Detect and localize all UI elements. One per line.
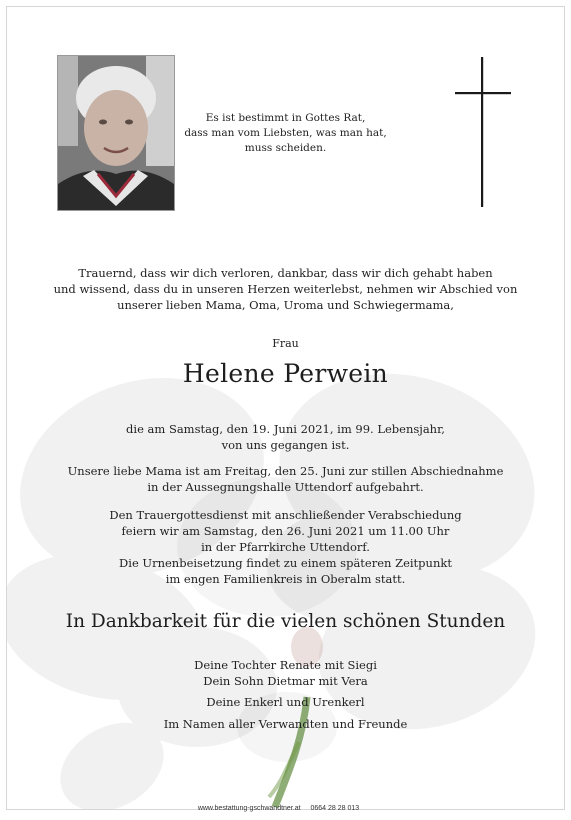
footer: [0, 805, 557, 812]
family-list: [7, 657, 564, 731]
death-notice: [7, 421, 564, 453]
verse: [7, 111, 564, 156]
death-notice-line: die am Samstag, den 19. Juni 2021, im 99. Lebensjahr,: [126, 422, 445, 436]
verse-line: muss scheiden.: [244, 142, 327, 154]
deceased-name: Helene Perwein: [182, 359, 389, 388]
family-line: Im Namen aller Verwandten und Freunde: [163, 717, 408, 731]
obituary-card: [6, 6, 565, 810]
children-group: [7, 657, 564, 689]
service-line: in der Pfarrkirche Uttendorf.: [201, 540, 370, 554]
farewell-notice: [7, 463, 564, 495]
service-notice: [7, 507, 564, 587]
farewell-line: in der Aussegnungshalle Uttendorf aufgebahrt.: [147, 480, 424, 494]
verse-line: dass man vom Liebsten, was man hat,: [184, 127, 387, 139]
farewell-line: Unsere liebe Mama ist am Freitag, den 25. Juni zur stillen Abschiednahme: [67, 464, 504, 478]
intro-text: [7, 265, 564, 313]
footer-website[interactable]: www.bestattung-gschwandtner.at: [197, 805, 301, 812]
gratitude-heading: In Dankbarkeit für die vielen schönen Stunden: [65, 611, 506, 632]
service-line: Die Urnenbeisetzung findet zu einem späteren Zeitpunkt: [119, 556, 452, 570]
salutation: Frau: [272, 337, 299, 350]
intro-line: unserer lieben Mama, Oma, Uroma und Schwiegermama,: [117, 298, 454, 312]
family-line: Deine Tochter Renate mit Siegi: [194, 658, 377, 672]
family-line: Dein Sohn Dietmar mit Vera: [203, 674, 368, 688]
service-line: Den Trauergottesdienst mit anschließender Verabschiedung: [109, 508, 462, 522]
footer-phone: 0664 28 28 013: [310, 805, 360, 812]
intro-line: und wissend, dass du in unseren Herzen weiterlebst, nehmen wir Abschied von: [53, 282, 518, 296]
service-line: feiern wir am Samstag, den 26. Juni 2021 um 11.00 Uhr: [121, 524, 450, 538]
verse-line: Es ist bestimmt in Gottes Rat,: [205, 112, 366, 124]
death-notice-line: von uns gegangen ist.: [221, 438, 350, 452]
intro-line: Trauernd, dass wir dich verloren, dankbar, dass wir dich gehabt haben: [78, 266, 493, 280]
service-line: im engen Familienkreis in Oberalm statt.: [165, 572, 406, 586]
family-line: Deine Enkerl und Urenkerl: [206, 695, 365, 709]
